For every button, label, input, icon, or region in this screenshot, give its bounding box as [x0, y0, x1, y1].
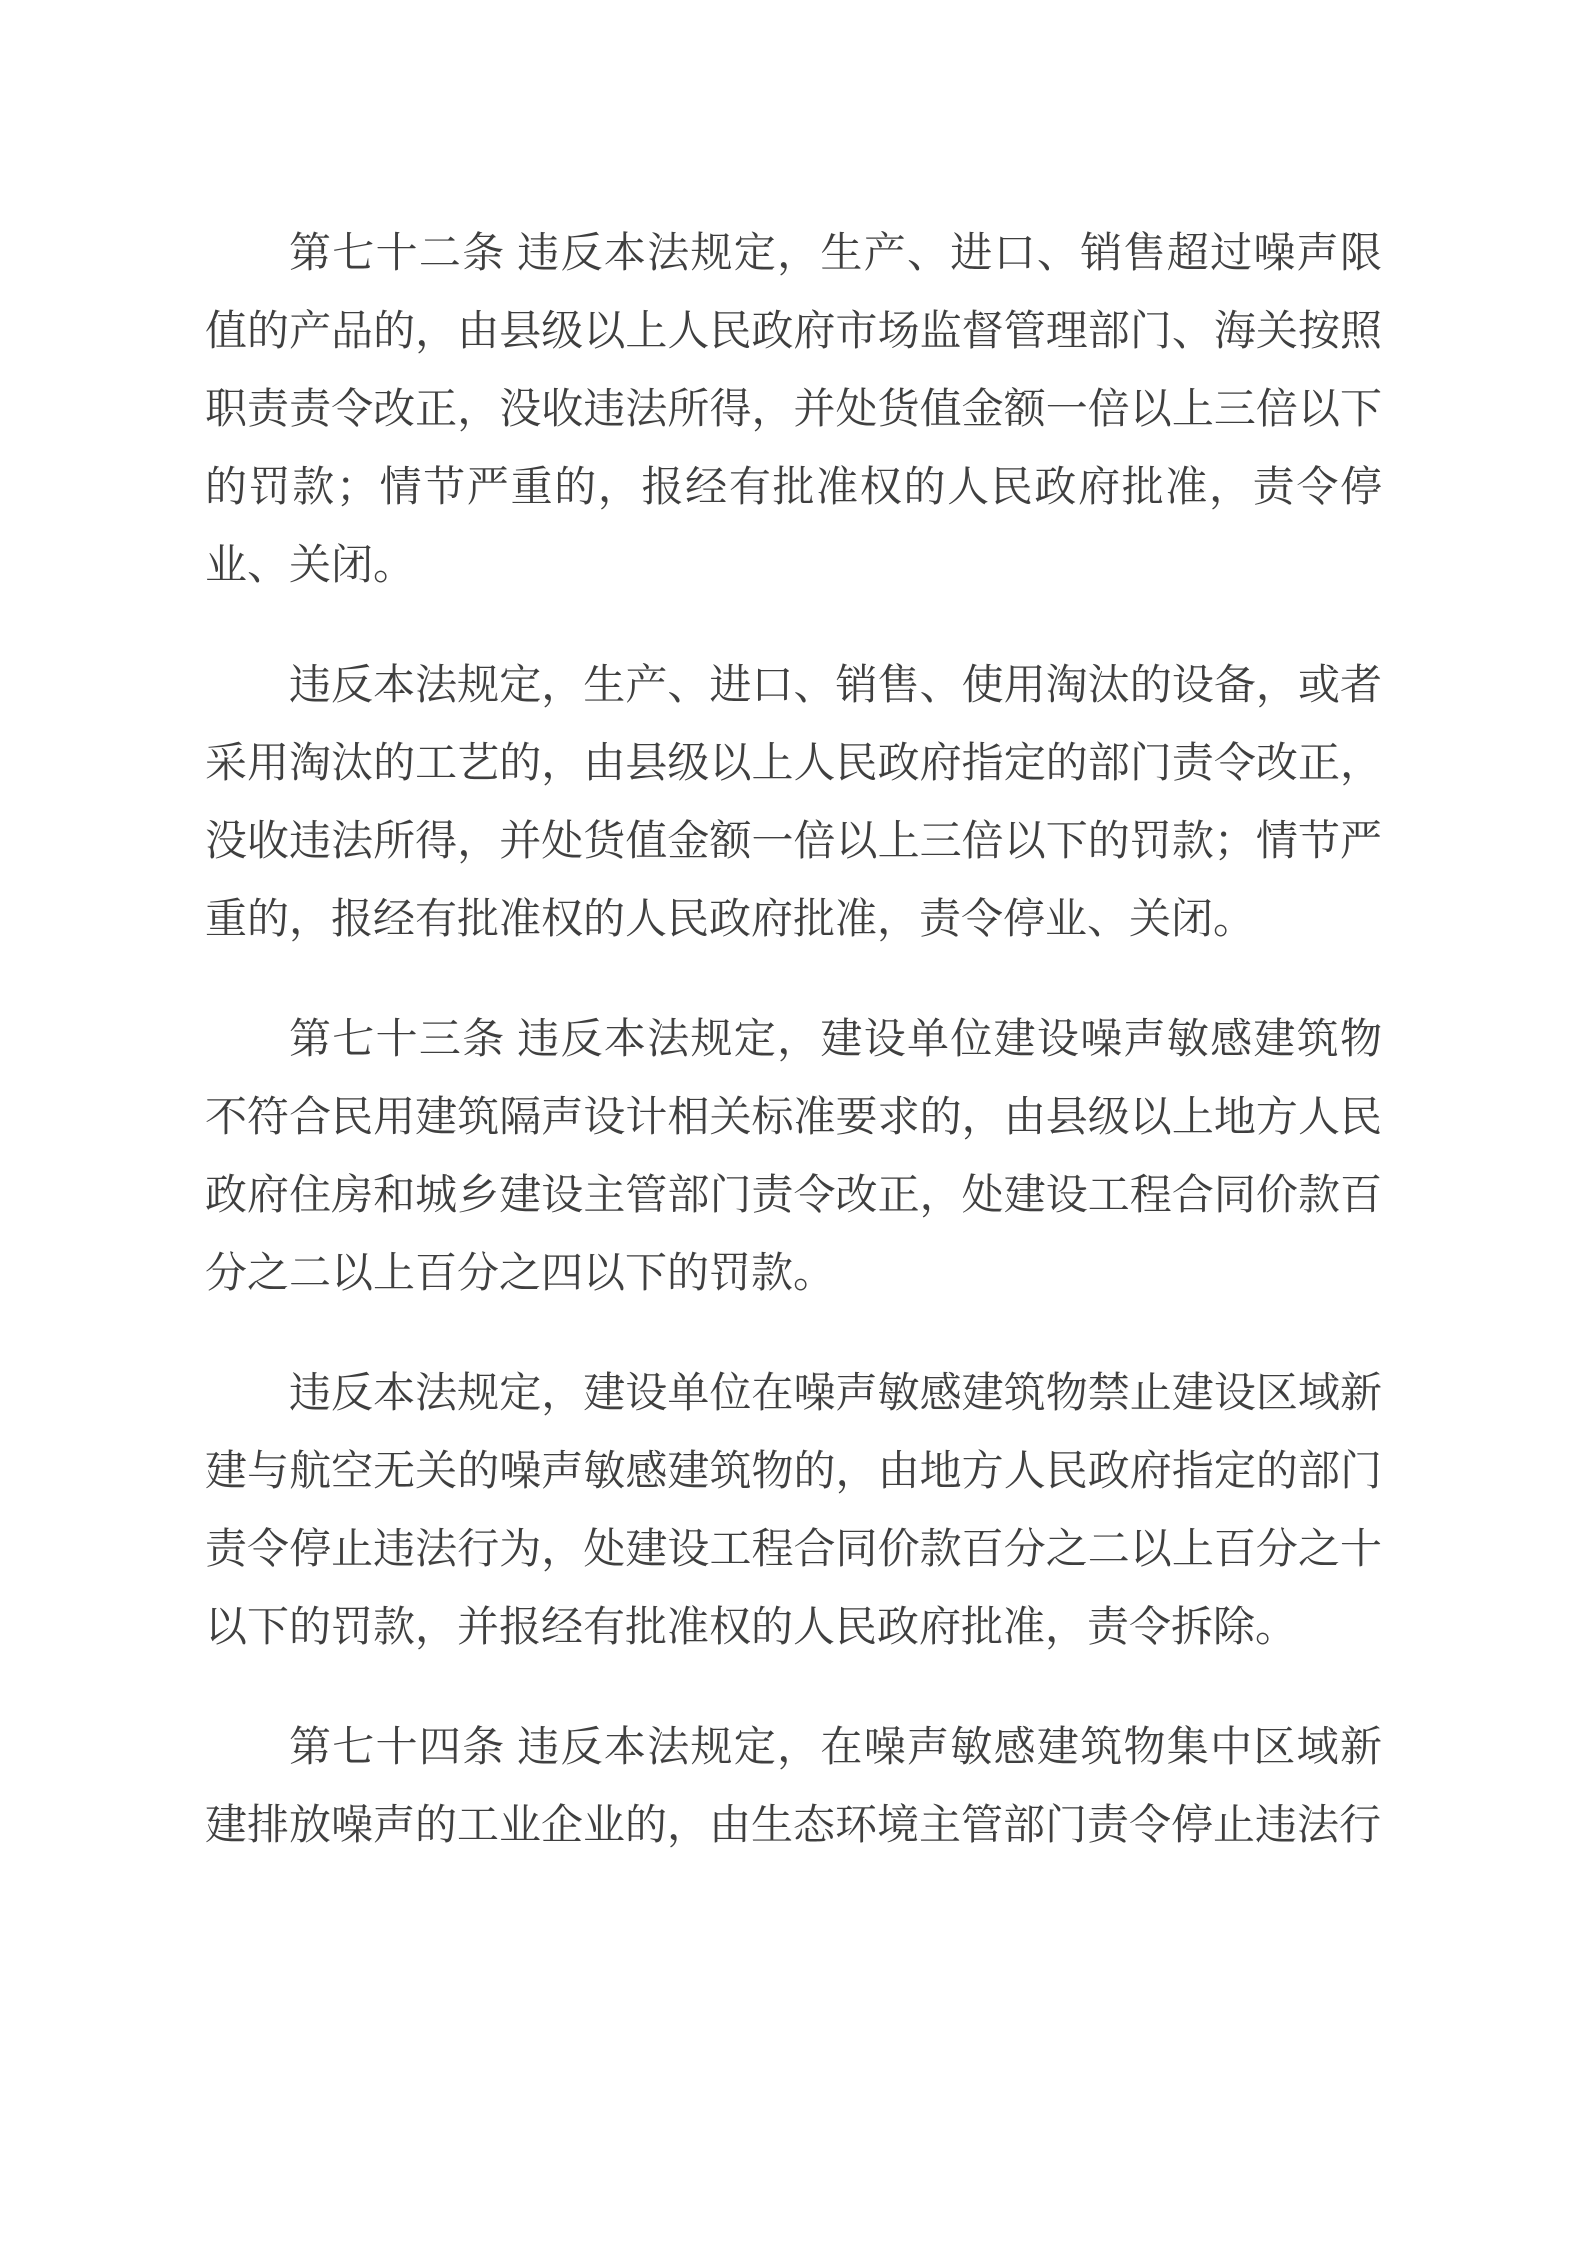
law-paragraph-article-73: 第七十三条 违反本法规定，建设单位建设噪声敏感建筑物不符合民用建筑隔声设计相关标准要求的，由县级以上地方人民政府住房和城乡建设主管部门责令改正，处建设工程合同价款百分之二以上百分之四以下的罚款。 — [205, 1017, 1382, 1297]
law-paragraph-article-72-clause-2: 违反本法规定，生产、进口、销售、使用淘汰的设备，或者采用淘汰的工艺的，由县级以上人民政府指定的部门责令改正，没收违法所得，并处货值金额一倍以上三倍以下的罚款；情节严重的，报经有批准权的人民政府批准，责令停业、关闭。 — [205, 663, 1382, 943]
law-paragraph-article-73-clause-2: 违反本法规定，建设单位在噪声敏感建筑物禁止建设区域新建与航空无关的噪声敏感建筑物的，由地方人民政府指定的部门责令停止违法行为，处建设工程合同价款百分之二以上百分之十以下的罚款，并报经有批准权的人民政府批准，责令拆除。 — [205, 1371, 1382, 1651]
law-paragraph-article-74-truncated: 第七十四条 违反本法规定，在噪声敏感建筑物集中区域新建排放噪声的工业企业的，由生态环境主管部门责令停止违法行 — [205, 1725, 1382, 1849]
law-paragraph-article-72: 第七十二条 违反本法规定，生产、进口、销售超过噪声限值的产品的，由县级以上人民政府市场监督管理部门、海关按照职责责令改正，没收违法所得，并处货值金额一倍以上三倍以下的罚款；情节严重的，报经有批准权的人民政府批准，责令停业、关闭。 — [205, 231, 1382, 589]
law-text-body — [205, 215, 1382, 1865]
